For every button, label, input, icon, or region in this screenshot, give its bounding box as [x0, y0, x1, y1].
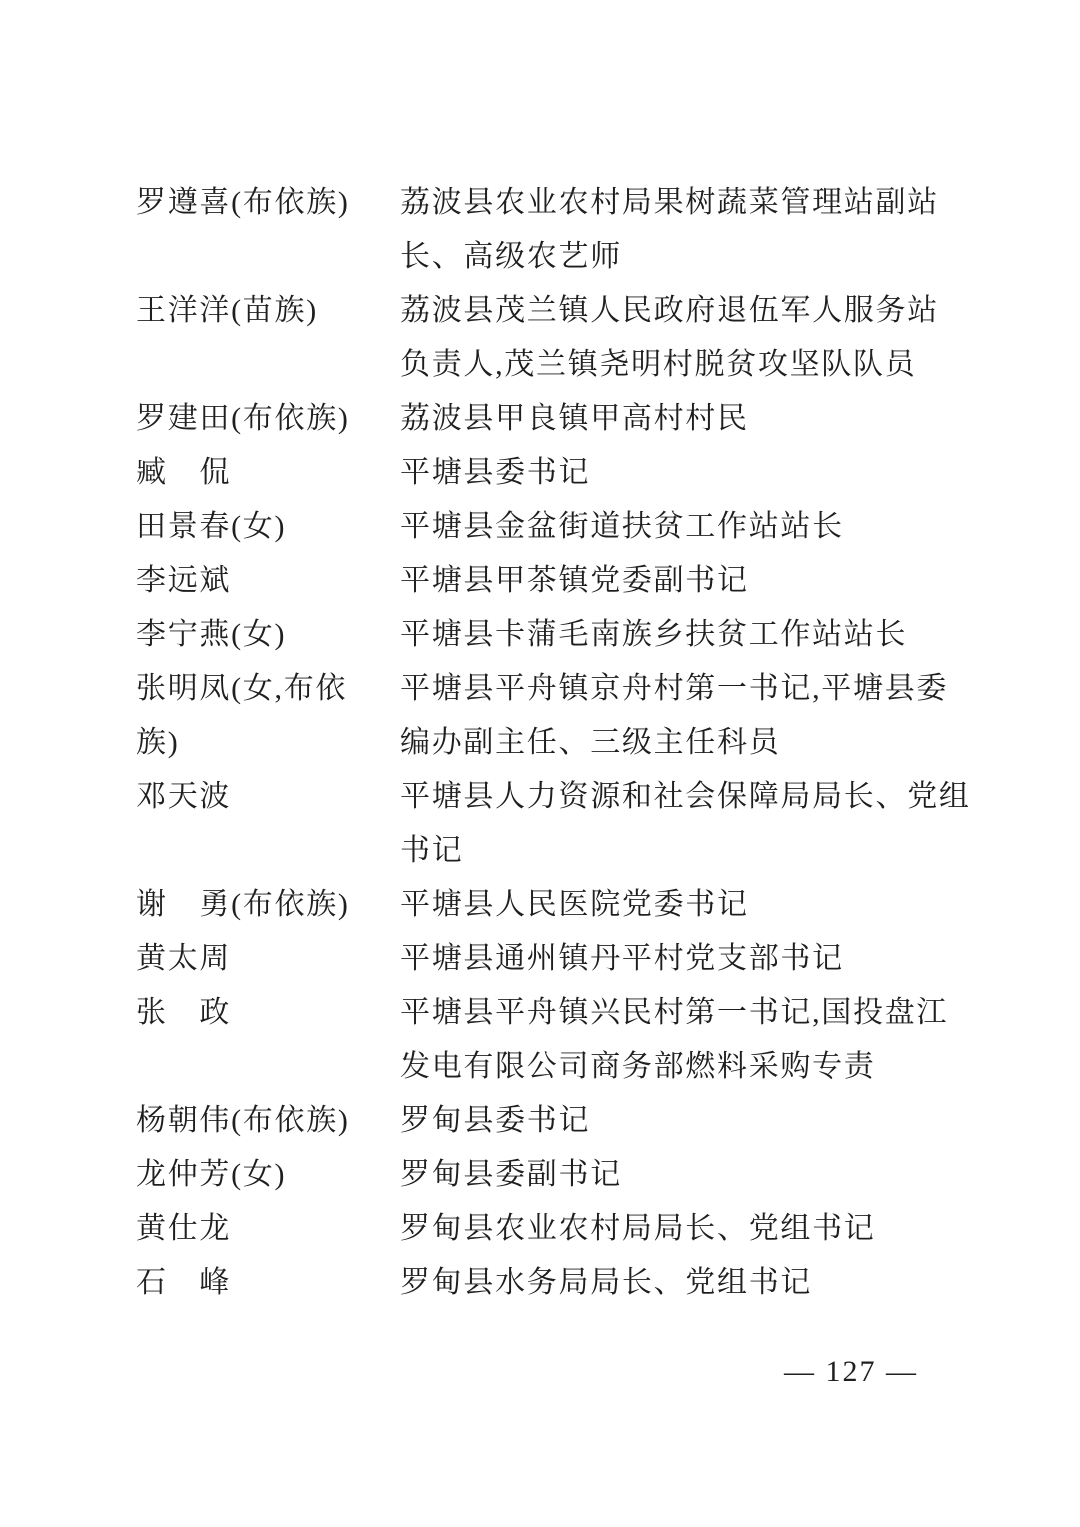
position-column: [400, 392, 948, 446]
position-column: [400, 662, 948, 770]
name-column: [136, 284, 400, 338]
name-column: [136, 1256, 400, 1310]
position-column: [400, 986, 948, 1094]
position-line: 罗甸县水务局局长、党组书记: [400, 1266, 813, 1299]
position-line: 长、高级农艺师: [400, 240, 622, 273]
name-line: 罗建田(布依族): [136, 402, 350, 435]
name-line: 族): [136, 726, 180, 759]
name-column: [136, 1202, 400, 1256]
position-column: [400, 1256, 948, 1310]
page-number: — 127 —: [784, 1355, 918, 1388]
position-line: 荔波县农业农村局果树蔬菜管理站副站: [400, 186, 939, 219]
entry-row: [136, 1202, 948, 1256]
position-line: 负责人,茂兰镇尧明村脱贫攻坚队队员: [400, 348, 917, 381]
entry-row: [136, 1256, 948, 1310]
position-line: 平塘县委书记: [400, 456, 591, 489]
name-column: [136, 878, 400, 932]
name-line: 臧 侃: [136, 456, 232, 489]
name-line: 张 政: [136, 996, 232, 1029]
position-line: 编办副主任、三级主任科员: [400, 726, 781, 759]
position-line: 平塘县人力资源和社会保障局局长、党组: [400, 780, 971, 813]
entry-row: [136, 554, 948, 608]
name-line: 邓天波: [136, 780, 232, 813]
entry-row: [136, 878, 948, 932]
position-column: [400, 446, 948, 500]
position-column: [400, 176, 948, 284]
position-line: 荔波县甲良镇甲高村村民: [400, 402, 749, 435]
entry-row: [136, 392, 948, 446]
name-line: 田景春(女): [136, 510, 287, 543]
name-column: [136, 662, 400, 770]
position-column: [400, 500, 948, 554]
name-line: 张明凤(女,布依: [136, 672, 348, 705]
position-line: 平塘县卡蒲毛南族乡扶贫工作站站长: [400, 618, 908, 651]
name-line: 王洋洋(苗族): [136, 294, 318, 327]
name-column: [136, 770, 400, 824]
position-column: [400, 932, 948, 986]
entry-row: [136, 1148, 948, 1202]
entry-row: [136, 284, 948, 392]
name-line: 黄仕龙: [136, 1212, 232, 1245]
entry-row: [136, 500, 948, 554]
position-line: 平塘县通州镇丹平村党支部书记: [400, 942, 844, 975]
entry-row: [136, 770, 971, 878]
position-column: [400, 608, 948, 662]
position-line: 平塘县金盆街道扶贫工作站站长: [400, 510, 844, 543]
entry-row: [136, 932, 948, 986]
name-column: [136, 1148, 400, 1202]
position-column: [400, 284, 948, 392]
entry-row: [136, 176, 948, 284]
position-line: 罗甸县委书记: [400, 1104, 591, 1137]
entry-row: [136, 608, 948, 662]
name-column: [136, 986, 400, 1040]
position-column: [400, 1148, 948, 1202]
name-column: [136, 176, 400, 230]
position-line: 发电有限公司商务部燃料采购专责: [400, 1050, 876, 1083]
name-column: [136, 608, 400, 662]
recognition-list: [136, 176, 971, 1310]
position-line: 荔波县茂兰镇人民政府退伍军人服务站: [400, 294, 939, 327]
position-line: 书记: [400, 834, 464, 867]
name-column: [136, 446, 400, 500]
position-line: 平塘县甲茶镇党委副书记: [400, 564, 749, 597]
position-column: [400, 1202, 948, 1256]
name-column: [136, 500, 400, 554]
name-line: 谢 勇(布依族): [136, 888, 350, 921]
entry-row: [136, 662, 948, 770]
name-line: 李远斌: [136, 564, 232, 597]
position-column: [400, 554, 948, 608]
name-line: 黄太周: [136, 942, 232, 975]
name-column: [136, 392, 400, 446]
name-line: 杨朝伟(布依族): [136, 1104, 350, 1137]
position-line: 平塘县平舟镇京舟村第一书记,平塘县委: [400, 672, 949, 705]
entry-row: [136, 446, 948, 500]
name-line: 李宁燕(女): [136, 618, 287, 651]
entry-row: [136, 986, 948, 1094]
name-line: 石 峰: [136, 1266, 232, 1299]
position-line: 罗甸县农业农村局局长、党组书记: [400, 1212, 876, 1245]
name-line: 龙仲芳(女): [136, 1158, 287, 1191]
position-line: 平塘县人民医院党委书记: [400, 888, 749, 921]
position-column: [400, 770, 971, 878]
name-column: [136, 1094, 400, 1148]
position-column: [400, 1094, 948, 1148]
entry-row: [136, 1094, 948, 1148]
name-line: 罗遵喜(布依族): [136, 186, 350, 219]
position-line: 罗甸县委副书记: [400, 1158, 622, 1191]
position-line: 平塘县平舟镇兴民村第一书记,国投盘江: [400, 996, 949, 1029]
name-column: [136, 932, 400, 986]
position-column: [400, 878, 948, 932]
name-column: [136, 554, 400, 608]
